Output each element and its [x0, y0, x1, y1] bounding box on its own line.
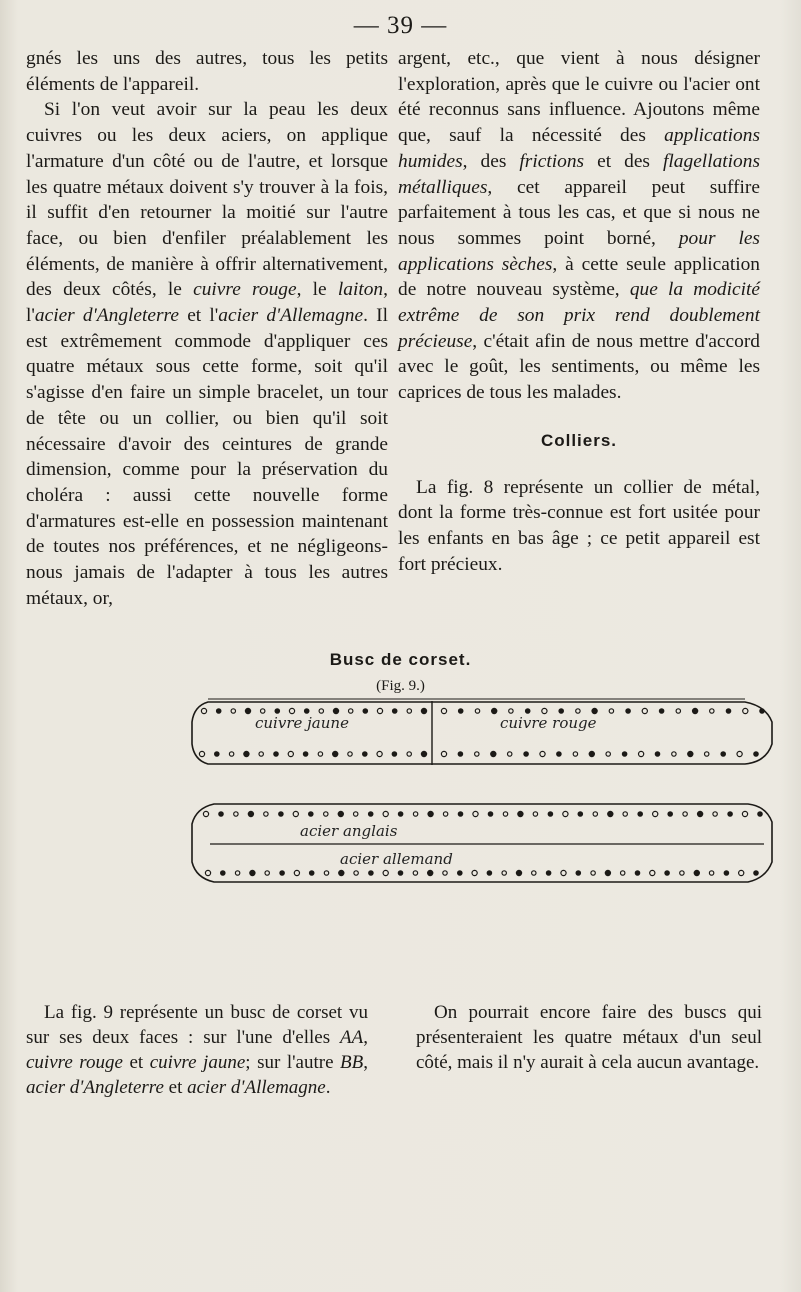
right-paragraph-exploration: argent, etc., que vient à nous désigner l'exploration, après que le cuivre ou l'acier ont été reconnus sans influence. Ajoutons même que, sauf la nécessité des applications humides, des frictions et des flagellations métalliques, cet appareil peut suffire parfaitement à tous les cas, et que si nous ne nous sommes point borné, pour les applications sèches, à cette seule application de notre nouveau système, que la modicité extrême de son prix rend doublement précieuse, c'était afin de nous mettre d'accord avec le goût, les sentiments, ou même les caprices de tous les malades. — [398, 48, 761, 404]
rivet-dot — [398, 871, 402, 875]
rivet-dot — [546, 871, 550, 875]
rivet-dot — [638, 812, 642, 816]
rivet-dot — [724, 871, 728, 875]
rivet-dot — [383, 870, 388, 875]
rivet-dot — [743, 708, 748, 713]
rivet-dot — [688, 751, 693, 756]
rivet-dot — [668, 812, 672, 816]
rivet-dot — [377, 708, 382, 713]
rivet-dot — [441, 708, 446, 713]
rivet-dot — [428, 870, 433, 875]
busc-a-right-label: cuivre rouge — [500, 714, 597, 732]
rivet-dot — [728, 812, 732, 816]
rivet-dot — [659, 709, 663, 713]
rivet-dot — [354, 812, 358, 816]
rivet-dot — [721, 752, 725, 756]
figure-label: (Fig. 9.) — [376, 678, 425, 694]
rivet-dot — [655, 752, 659, 756]
rivet-dot — [492, 708, 497, 713]
rivet-dot — [245, 708, 250, 713]
rivet-dot — [289, 708, 294, 713]
rivet-dot — [676, 709, 680, 713]
rivet-dot — [369, 871, 373, 875]
rivet-dot — [683, 812, 687, 816]
rivet-dot — [428, 811, 433, 816]
rivet-dot — [458, 812, 462, 816]
rivet-dot — [443, 871, 447, 875]
rivet-dot — [557, 752, 561, 756]
page-number: — 39 — — [353, 12, 448, 39]
rivet-dot — [609, 709, 613, 713]
rivet-dot — [622, 752, 626, 756]
rivet-dot — [348, 752, 352, 756]
rivet-dot — [508, 752, 512, 756]
rivet-dot — [294, 870, 299, 875]
rivet-dot — [274, 752, 278, 756]
rivet-dot — [487, 871, 491, 875]
rivet-dot — [491, 751, 496, 756]
rivet-dot — [606, 752, 610, 756]
busc-a-left-label: cuivre jaune — [255, 714, 349, 732]
rivet-dot — [653, 811, 658, 816]
rivet-dot — [737, 751, 742, 756]
figure-title: Busc de corset. — [329, 650, 472, 669]
left-paragraph-continuation: gnés les uns des autres, tous les petits éléments de l'appareil. — [26, 48, 388, 95]
rivet-dot — [217, 709, 221, 713]
rivet-dot — [234, 812, 238, 816]
rivet-dot — [621, 871, 625, 875]
rivet-dot — [309, 812, 313, 816]
rivet-dot — [205, 870, 210, 875]
rivet-dot — [754, 752, 758, 756]
rivet-dot — [639, 751, 644, 756]
rivet-dot — [231, 709, 235, 713]
rivet-dot — [421, 708, 426, 713]
rivet-dot — [742, 811, 747, 816]
right-paragraph-collier: La fig. 8 représente un collier de métal, dont la forme très-connue est fort usitée pour les enfants en bas âge ; ce petit appareil est fort précieux. — [398, 476, 760, 575]
section-heading-colliers: Colliers. — [540, 430, 618, 450]
rivet-dot — [592, 708, 597, 713]
rivet-dot — [548, 812, 552, 816]
rivet-dot — [318, 752, 322, 756]
rivet-dot — [201, 708, 206, 713]
rivet-dot — [407, 709, 411, 713]
rivet-dot — [265, 871, 269, 875]
rivet-dot — [650, 870, 655, 875]
caption-left — [26, 1000, 368, 1100]
rivet-dot — [642, 708, 647, 713]
rivet-dot — [680, 871, 684, 875]
rivet-dot — [540, 751, 545, 756]
rivet-dot — [542, 708, 547, 713]
rivet-dot — [354, 871, 358, 875]
rivet-dot — [229, 752, 233, 756]
rivet-dot — [509, 709, 513, 713]
rivet-dot — [698, 811, 703, 816]
busc-b — [192, 804, 772, 882]
rivet-dot — [324, 812, 328, 816]
rivet-dot — [250, 870, 255, 875]
rivet-dot — [248, 811, 253, 816]
rivet-dot — [754, 871, 758, 875]
rivet-dot — [259, 752, 263, 756]
rivet-dot — [219, 812, 223, 816]
rivet-dot — [665, 871, 669, 875]
rivet-dot — [369, 812, 373, 816]
rivet-dot — [760, 709, 764, 713]
rivet-dot — [503, 812, 507, 816]
rivet-dot — [488, 812, 492, 816]
rivet-dot — [526, 709, 530, 713]
rivet-dot — [264, 812, 268, 816]
rivet-dot — [280, 871, 284, 875]
rivet-dot — [672, 752, 676, 756]
rivet-dot — [563, 811, 568, 816]
rivet-dot — [261, 709, 265, 713]
rivet-dot — [623, 812, 627, 816]
rivet-dot — [693, 708, 698, 713]
rivet-dot — [516, 870, 521, 875]
rivet-dot — [338, 811, 343, 816]
rivet-dot — [339, 870, 344, 875]
rivet-dot — [324, 871, 328, 875]
rivet-dot — [235, 871, 239, 875]
left-paragraph-armature: Si l'on veut avoir sur la peau les deux cuivres ou les deux aciers, on applique l'armature d'un côté ou de l'autre, et lorsque les quatre métaux doivent s'y trouver à la fois, il suffit d'en retourner la moitié sur l'autre face, ou bien d'enfiler préalablement les éléments, de manière à offrir alternativement, des deux côtés, le cuivre rouge, le laiton, l'acier d'Angleterre et l'acier d'Allemagne. Il est extrêmement commode d'appliquer ces quatre métaux sous cette forme, soit qu'il s'agisse d'en faire un simple bracelet, un tour de tête ou un collier, ou bien qu'il soit nécessaire d'avoir des ceintures de grande dimension, comme pour la préservation du choléra : aussi cette nouvelle forme d'armatures est-elle en possession maintenant de toutes nos préférences, et ne négligeons-nous jamais de l'adapter à tous les autres métaux, or, — [26, 99, 388, 609]
rivet-dot — [533, 812, 537, 816]
rivet-dot — [524, 752, 528, 756]
rivet-dot — [383, 811, 388, 816]
rivet-dot — [221, 871, 225, 875]
rivet-dot — [713, 812, 717, 816]
rivet-dot — [279, 812, 283, 816]
rivet-dot — [502, 871, 506, 875]
busc-b-top-label: acier anglais — [300, 822, 398, 840]
rivet-dot — [305, 709, 309, 713]
rivet-dot — [694, 870, 699, 875]
caption-right — [416, 1000, 762, 1075]
rivet-dot — [458, 871, 462, 875]
rivet-dot — [559, 709, 563, 713]
rivet-dot — [532, 871, 536, 875]
rivet-dot — [310, 871, 314, 875]
rivet-dot — [288, 751, 293, 756]
rivet-dot — [421, 751, 426, 756]
busc-a — [192, 699, 772, 765]
rivet-dot — [443, 812, 447, 816]
rivet-dot — [626, 709, 630, 713]
rivet-dot — [215, 752, 219, 756]
rivet-dot — [377, 751, 382, 756]
caption-right-paragraph: On pourrait encore faire des buscs qui présenteraient les quatre métaux d'un seul côté, mais il n'y aurait à cela aucun avantage. — [416, 1002, 762, 1073]
rivet-dot — [593, 812, 597, 816]
rivet-dot — [363, 752, 367, 756]
rivet-dot — [199, 751, 204, 756]
busc-b-bottom-label: acier allemand — [340, 850, 453, 868]
rivet-dot — [475, 709, 479, 713]
rivet-dot — [349, 709, 353, 713]
rivet-dot — [333, 751, 338, 756]
rivet-dot — [413, 812, 417, 816]
rivet-dot — [472, 870, 477, 875]
rivet-dot — [459, 709, 463, 713]
rivet-dot — [275, 709, 279, 713]
rivet-dot — [518, 811, 523, 816]
rivet-dot — [441, 751, 446, 756]
rivet-dot — [473, 811, 478, 816]
rivet-dot — [244, 751, 249, 756]
rivet-dot — [608, 811, 613, 816]
rivet-dot — [573, 752, 577, 756]
caption-left-paragraph: La fig. 9 représente un busc de corset vu sur ses deux faces : sur l'une d'elles AA, cuivre rouge et cuivre jaune; sur l'autre BB, acier d'Angleterre et acier d'Allemagne. — [26, 1002, 369, 1098]
rivet-dot — [589, 751, 594, 756]
rivet-dot — [392, 752, 396, 756]
rivet-dot — [710, 709, 714, 713]
rivet-dot — [561, 870, 566, 875]
rivet-dot — [293, 811, 298, 816]
rivet-dot — [475, 752, 479, 756]
rivet-dot — [398, 812, 402, 816]
rivet-dot — [576, 709, 580, 713]
rivet-dot — [758, 812, 762, 816]
rivet-dot — [319, 709, 323, 713]
rivet-dot — [393, 709, 397, 713]
rivet-dot — [605, 870, 610, 875]
rivet-dot — [303, 752, 307, 756]
rivet-dot — [407, 752, 411, 756]
rivet-dot — [333, 708, 338, 713]
rivet-dot — [578, 812, 582, 816]
rivet-dot — [705, 752, 709, 756]
rivet-dot — [363, 709, 367, 713]
rivet-dot — [635, 871, 639, 875]
rivet-dot — [413, 871, 417, 875]
rivet-dot — [591, 871, 595, 875]
rivet-dot — [726, 709, 730, 713]
rivet-dot — [458, 752, 462, 756]
rivet-dot — [709, 871, 713, 875]
rivet-dot — [576, 871, 580, 875]
rivet-dot — [739, 870, 744, 875]
rivet-dot — [203, 811, 208, 816]
